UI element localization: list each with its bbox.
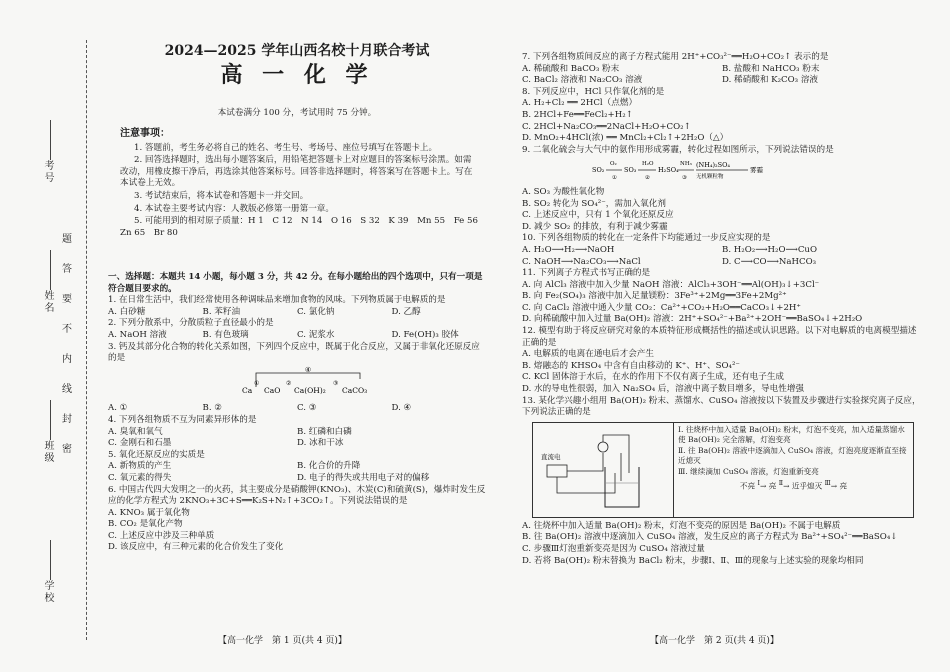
notice-char-6: 线 [62, 384, 72, 395]
option-b[interactable]: B. 红磷和白磷 [297, 426, 352, 437]
label-exam-number: 考号 [42, 160, 53, 184]
question-4 [108, 415, 486, 450]
question-stem: 4. 下列各组物质不互为同素异形体的是 [108, 414, 257, 425]
option-d[interactable]: D. 若将 Ba(OH)₂ 粉末替换为 BaCl₂ 粉末，步骤Ⅰ、Ⅱ、Ⅲ的现象与上述实验的现象均相同 [522, 555, 864, 566]
question-9 [522, 145, 922, 234]
step-3: ③ [333, 379, 339, 387]
notice-item: 3. 考试结束后，将本试卷和答题卡一并交回。 [134, 190, 309, 201]
option-a[interactable]: A. 臭氧和氧气 [108, 426, 163, 437]
option-b[interactable]: B. H₂O₂⟶H₂O⟶CuO [722, 244, 817, 255]
chain-nh4so4: (NH₄)₂SO₄ [696, 161, 731, 170]
question-stem: 13. 某化学兴趣小组用 Ba(OH)₂ 粉末、蒸馏水、CuSO₄ 溶液按以下装置及步骤进行实验探究离子反应，下列说法正确的是 [522, 395, 921, 418]
loop-arrow [256, 373, 360, 387]
question-stem: 7. 下列各组物质间反应的离子方程式能用 2H⁺+CO₃²⁻══H₂O+CO₂↑ 表示的是 [522, 52, 829, 62]
option-b[interactable]: B. 化合价的升降 [297, 461, 361, 472]
flow-state-1: 不亮 [739, 481, 756, 491]
label-name: 姓名 [42, 290, 53, 314]
question-5 [108, 450, 486, 485]
footer-page-2: 【高一化学 第 2 页(共 4 页)】 [650, 636, 779, 646]
question-stem: 9. 二氧化硫会与大气中的氨作用形成雾霾，转化过程如图所示，下列说法错误的是 [522, 144, 834, 155]
option-d[interactable]: D. 水的导电性很弱，加入 Na₂SO₄ 后，溶液中离子数目增多，导电性增强 [522, 384, 805, 395]
option-c[interactable]: C. 上述反应中涉及三种单质 [108, 530, 215, 541]
step-2: ② [286, 379, 292, 387]
option-c[interactable]: C. 金刚石和石墨 [108, 438, 172, 449]
mark-3: ③ [682, 175, 687, 182]
exam-title: 2024—2025 学年山西名校十月联合考试 [164, 43, 430, 59]
reagent-nh3: NH₃ [680, 161, 692, 168]
option-b[interactable]: B. 2HCl+Fe══FeCl₂+H₂↑ [522, 109, 633, 120]
label-class: 班级 [42, 440, 53, 464]
question-stem: 5. 氧化还原反应的实质是 [108, 449, 205, 460]
procedure-step-1: Ⅰ. 往烧杯中加入适量 Ba(OH)₂ 粉末，灯泡不变亮，加入适量蒸馏水使 Ba(OH)₂ 完全溶解，灯泡变亮 [678, 424, 905, 445]
chain-note: 无机颗粒物 [696, 174, 724, 181]
notice-char-8: 密 [62, 444, 72, 455]
option-a[interactable]: A. H₂O⟶H₂⟶NaOH [522, 244, 615, 255]
subject-title: 高 一 化 学 [220, 62, 374, 88]
brightness-flow: 不亮 $^Ⅰ$→ 亮 $^Ⅱ$→ 近乎熄灭 $^Ⅲ$→ 亮 [739, 480, 848, 491]
question-stem: 1. 在日常生活中，我们经常使用各种调味品来增加食物的风味。下列物质属于电解质的是 [108, 295, 446, 306]
option-a[interactable]: A. 稀硫酸和 BaCO₃ 粉末 [522, 63, 620, 74]
option-c[interactable]: C. 2HCl+Na₂CO₃══2NaCl+H₂O+CO₂↑ [522, 121, 691, 132]
option-b[interactable]: B. ② [202, 403, 222, 414]
question-12 [522, 326, 922, 396]
question-11 [522, 268, 922, 326]
option-b[interactable]: B. 有色玻璃 [202, 329, 249, 340]
flow-step-3: Ⅲ [824, 480, 831, 488]
dc-power-label: 直流电 [541, 452, 561, 461]
section-1-heading: 一、选择题：本题共 14 小题，每小题 3 分，共 42 分。在每小题给出的四个选项中，只有一项是符合题目要求的。 [108, 272, 483, 294]
option-d[interactable]: D. MnO₂+4HCl(浓) ══ MnCl₂+Cl₂↑+2H₂O（△） [522, 133, 729, 144]
chain-h2so4: H₂SO₄ [658, 166, 679, 175]
option-c[interactable]: C. 氧元素的得失 [108, 472, 172, 483]
option-d[interactable]: D. 冰和干冰 [297, 438, 344, 449]
name-line [50, 250, 51, 290]
question-stem: 11. 下列离子方程式书写正确的是 [522, 268, 651, 279]
option-a[interactable]: A. ① [108, 403, 128, 414]
option-c[interactable]: C. BaCl₂ 溶液和 Na₂CO₃ 溶液 [522, 75, 643, 86]
notice-item: 5. 可能用到的相对原子质量：H 1 C 12 N 14 O 16 S 32 K 39 Mn 55 Fe 56 Zn 65 Br 80 [120, 216, 487, 238]
apparatus [533, 423, 673, 517]
option-b[interactable]: B. SO₂ 转化为 SO₄²⁻，需加入氧化剂 [522, 198, 666, 209]
footer-page-1: 【高一化学 第 1 页(共 4 页)】 [218, 636, 347, 646]
option-a[interactable]: A. 往烧杯中加入适量 Ba(OH)₂ 粉末，灯泡不变亮的原因是 Ba(OH)₂ 不属于电解质 [522, 520, 841, 531]
school-line [50, 540, 51, 580]
notice-title: 注意事项： [120, 128, 170, 139]
option-b[interactable]: B. 苯籽油 [202, 306, 241, 317]
wire-2 [603, 435, 629, 473]
question-2 [108, 318, 486, 341]
question-stem: 12. 模型有助于将反应研究对象的本质特征形成概括性的描述或认识思路。以下对电解质的电离模型描述正确的是 [522, 326, 917, 348]
questions-right [522, 52, 922, 567]
option-a[interactable]: A. 向 AlCl₃ 溶液中加入少量 NaOH 溶液：AlCl₃+3OH⁻══Al(OH)₃↓+3Cl⁻ [522, 279, 820, 290]
procedure-step-3: Ⅲ. 继续滴加 CuSO₄ 溶液，灯泡重新变亮 [678, 466, 819, 476]
exam-info: 本试卷满分 100 分，考试用时 75 分钟。 [217, 108, 377, 118]
question-stem: 3. 钙及其部分化合物的转化关系如图，下列四个反应中，既属于化合反应，又属于非氧化还原反应的是 [108, 341, 480, 364]
option-a[interactable]: A. 电解质的电离在通电后才会产生 [522, 349, 654, 360]
step-4: ④ [304, 365, 312, 374]
option-a[interactable]: A. 新物质的产生 [108, 461, 172, 472]
class-line [50, 400, 51, 440]
flow-state-2: 亮 [768, 481, 777, 491]
notice-item: 4. 本试卷主要考试内容：人教版必修第一册第一章。 [134, 203, 334, 214]
option-b[interactable]: B. 熔融态的 KHSO₄ 中含有自由移动的 K⁺、H⁺、SO₄²⁻ [522, 360, 740, 371]
option-d[interactable]: D. 稀硝酸和 K₂CO₃ 溶液 [722, 75, 819, 86]
circuit-diagram [533, 423, 673, 517]
reagent-o2: O₂ [610, 161, 617, 168]
option-c[interactable]: C. KCl 固体溶于水后，在水的作用下不仅有离子生成，还有电子生成 [522, 372, 785, 383]
node-caoh2: Ca(OH)₂ [294, 385, 326, 395]
question-8 [522, 87, 922, 145]
notice-char-1: 题 [62, 234, 72, 245]
option-a[interactable]: A. KNO₃ 属于氧化物 [108, 507, 190, 518]
flow-step-1: Ⅰ [757, 480, 760, 488]
option-c[interactable]: C. 上述反应中，只有 1 个氧化还原反应 [522, 210, 674, 221]
notice-char-7: 封 [62, 414, 72, 425]
node-caco3: CaCO₃ [342, 385, 368, 395]
question-7 [522, 52, 922, 87]
mark-2: ② [645, 175, 650, 182]
step-1: ① [254, 379, 260, 387]
chain-so2: SO₂ [592, 166, 605, 175]
mark-1: ① [612, 175, 617, 182]
option-c[interactable]: C. 泥浆水 [297, 329, 335, 340]
option-b[interactable]: B. 盐酸和 NaHCO₃ 粉末 [722, 63, 820, 74]
node-cao: CaO [264, 385, 281, 395]
exam-number-line [50, 120, 51, 160]
option-a[interactable]: A. H₂+Cl₂ ══ 2HCl（点燃） [522, 98, 638, 109]
wire-1 [567, 453, 603, 471]
beaker-icon [605, 467, 639, 507]
flow-step-2: Ⅱ [778, 480, 784, 488]
option-c[interactable]: C. 向 CaCl₂ 溶液中通入少量 CO₂：Ca²⁺+CO₂+H₂O══CaCO₃↓+2H⁺ [522, 302, 801, 313]
question-stem: 6. 中国古代四大发明之一的火药，其主要成分是硝酸钾(KNO₃)、木炭(C)和硫黄(S)，爆炸时发生反应的化学方程式为 2KNO₃+3C+S══K₂S+N₂↑+3CO₂↑。下列说法错误的是 [108, 484, 486, 507]
option-b[interactable]: B. 向 Fe₂(SO₄)₃ 溶液中加入足量镁粉：3Fe³⁺+2Mg══3Fe+2Mg²⁺ [522, 291, 787, 302]
notice-char-4: 不 [62, 324, 72, 335]
node-ca: Ca [242, 385, 253, 395]
option-d[interactable]: D. ④ [391, 403, 412, 414]
option-b[interactable]: B. 往 Ba(OH)₂ 溶液中逐滴加入 CuSO₄ 溶液，发生反应的离子方程式为 Ba²⁺+SO₄²⁻══BaSO₄↓ [522, 532, 898, 543]
option-c[interactable]: C. 步骤Ⅲ灯泡重新变亮是因为 CuSO₄ 溶液过量 [522, 544, 705, 554]
power-supply [547, 465, 567, 477]
notice-item: 2. 回答选择题时，选出每小题答案后，用铅笔把答题卡上对应题目的答案标号涂黑。如需改动，用橡皮擦干净后，再选涂其他答案标号。回答非选择题时，将答案写在答题卡上。写在本试卷上无效。 [120, 155, 473, 189]
binding-dashed-line [86, 40, 87, 640]
calcium-conversion-diagram [108, 365, 486, 399]
questions-left [108, 272, 486, 554]
question-stem: 10. 下列各组物质的转化在一定条件下均能通过一步反应实现的是 [522, 233, 771, 244]
notice-char-3: 要 [62, 294, 72, 305]
bulb-icon [598, 442, 608, 452]
binding-margin [0, 0, 100, 672]
notice-char-5: 内 [62, 354, 72, 365]
question-13 [522, 396, 922, 568]
option-a[interactable]: A. NaOH 溶液 [108, 329, 167, 340]
so2-conversion-diagram [522, 156, 922, 182]
reagent-h2o: H₂O [642, 161, 654, 168]
option-c[interactable]: C. ③ [297, 403, 317, 414]
question-1 [108, 295, 486, 318]
option-a[interactable]: A. SO₃ 为酸性氧化物 [522, 186, 605, 197]
question-stem: 2. 下列分散系中，分散质粒子直径最小的是 [108, 318, 274, 329]
option-b[interactable]: B. CO₂ 是氧化产物 [108, 519, 183, 530]
question-10 [522, 233, 922, 268]
option-d[interactable]: D. 向稀硫酸中加入过量 Ba(OH)₂ 溶液：2H⁺+SO₄²⁻+Ba²⁺+2OH⁻══BaSO₄↓+2H₂O [522, 314, 863, 325]
experiment-box [532, 422, 914, 518]
option-d[interactable]: D. 该反应中，有三种元素的化合价发生了变化 [108, 542, 284, 553]
chain-haze: 雾霾 [750, 166, 763, 175]
chain-so3: SO₃ [624, 166, 637, 175]
option-d[interactable]: D. Fe(OH)₃ 胶体 [391, 329, 459, 340]
option-a[interactable]: A. 白砂糖 [108, 306, 146, 317]
option-c[interactable]: C. NaOH⟶Na₂CO₃⟶NaCl [522, 256, 641, 267]
option-d[interactable]: D. 减少 SO₂ 的排放，有利于减少雾霾 [522, 221, 668, 232]
notice-item: 1. 答题前，考生务必将自己的姓名、考生号、考场号、座位号填写在答题卡上。 [134, 142, 438, 153]
option-d[interactable]: D. 乙醇 [391, 306, 421, 317]
option-d[interactable]: D. C⟶CO⟶NaHCO₃ [722, 256, 817, 267]
option-d[interactable]: D. 电子的得失或共用电子对的偏移 [297, 472, 430, 483]
procedure-step-2: Ⅱ. 往 Ba(OH)₂ 溶液中逐滴加入 CuSO₄ 溶液，灯泡亮度逐渐直至接近熄灭 [678, 445, 907, 466]
label-school: 学校 [42, 580, 53, 604]
option-c[interactable]: C. 氯化钠 [297, 306, 335, 317]
question-3 [108, 342, 486, 415]
question-stem: 8. 下列反应中，HCl 只作氧化剂的是 [522, 86, 665, 97]
flow-state-4: 亮 [839, 481, 848, 491]
notice-section [120, 128, 487, 240]
flow-state-3: 近乎熄灭 [791, 481, 823, 491]
procedure-steps [673, 423, 913, 517]
notice-char-2: 答 [62, 264, 72, 275]
question-6 [108, 485, 486, 555]
